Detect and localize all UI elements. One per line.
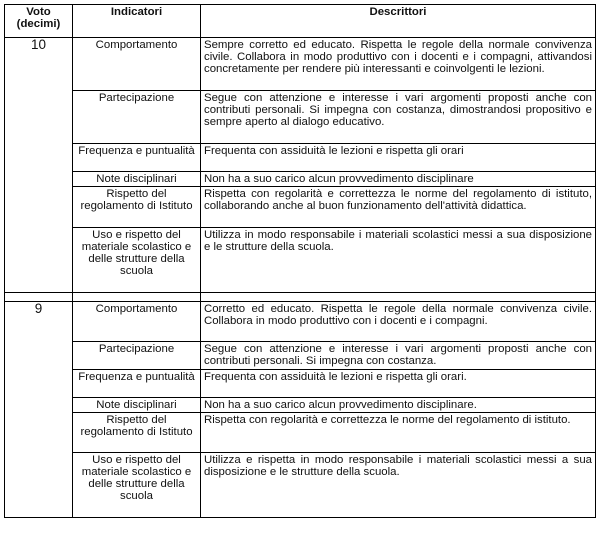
table-row: [5, 228, 596, 293]
indicator-cell: Comportamento: [73, 302, 201, 342]
header-descriptors: Descrittori: [201, 5, 596, 38]
indicator-cell: Partecipazione: [73, 91, 201, 144]
header-row: [5, 5, 596, 38]
indicator-cell: Note disciplinari: [73, 398, 201, 413]
indicator-cell: Comportamento: [73, 38, 201, 91]
indicator-cell: Frequenza e puntualità: [73, 370, 201, 398]
indicator-cell: Frequenza e puntualità: [73, 144, 201, 172]
table-row: [5, 398, 596, 413]
descriptor-cell: Corretto ed educato. Rispetta le regole della normale convivenza civile. Collabora in modo produttivo con i docenti e i compagni.: [201, 302, 596, 342]
header-vote: Voto (decimi): [5, 5, 73, 38]
spacer-cell: [201, 293, 596, 302]
indicator-cell: Rispetto del regolamento di Istituto: [73, 413, 201, 453]
descriptor-cell: Frequenta con assiduità le lezioni e rispetta gli orari.: [201, 370, 596, 398]
table-row: [5, 187, 596, 228]
table-row: [5, 38, 596, 91]
descriptor-cell: Utilizza in modo responsabile i materiali scolastici messi a sua disposizione e le strutture della scuola.: [201, 228, 596, 293]
table-row: [5, 413, 596, 453]
descriptor-cell: Rispetta con regolarità e correttezza le norme del regolamento di istituto, collaborando anche al buon funzionamento dell'attività didattica.: [201, 187, 596, 228]
descriptor-cell: Non ha a suo carico alcun provvedimento disciplinare: [201, 172, 596, 187]
descriptor-cell: Non ha a suo carico alcun provvedimento disciplinare.: [201, 398, 596, 413]
descriptor-cell: Rispetta con regolarità e correttezza le norme del regolamento di istituto.: [201, 413, 596, 453]
indicator-cell: Rispetto del regolamento di Istituto: [73, 187, 201, 228]
indicator-cell: Uso e rispetto del materiale scolastico e delle strutture della scuola: [73, 453, 201, 518]
table-row: [5, 302, 596, 342]
evaluation-table: [4, 4, 596, 518]
indicator-cell: Uso e rispetto del materiale scolastico e delle strutture della scuola: [73, 228, 201, 293]
descriptor-cell: Utilizza e rispetta in modo responsabile i materiali scolastici messi a sua disposizione e le strutture della scuola.: [201, 453, 596, 518]
table-row: [5, 144, 596, 172]
table-row: [5, 91, 596, 144]
table-row: [5, 172, 596, 187]
table-row: [5, 342, 596, 370]
spacer-row: [5, 293, 596, 302]
descriptor-cell: Sempre corretto ed educato. Rispetta le regole della normale convivenza civile. Collabora in modo produttivo con i docenti e i compagni, attivandosi concretamente per rendere più interessanti e coinvolgenti le lezioni.: [201, 38, 596, 91]
descriptor-cell: Segue con attenzione e interesse i vari argomenti proposti anche con contributi personali. Si impegna con costanza.: [201, 342, 596, 370]
table-row: [5, 453, 596, 518]
header-indicators: Indicatori: [73, 5, 201, 38]
vote-value: 10: [5, 38, 73, 293]
indicator-cell: Partecipazione: [73, 342, 201, 370]
indicator-cell: Note disciplinari: [73, 172, 201, 187]
descriptor-cell: Segue con attenzione e interesse i vari argomenti proposti anche con contributi personali. Si impegna con costanza, dimostrandosi propositivo e sempre aperto al dialogo educativo.: [201, 91, 596, 144]
table-row: [5, 370, 596, 398]
vote-value: 9: [5, 302, 73, 518]
descriptor-cell: Frequenta con assiduità le lezioni e rispetta gli orari: [201, 144, 596, 172]
spacer-cell: [73, 293, 201, 302]
